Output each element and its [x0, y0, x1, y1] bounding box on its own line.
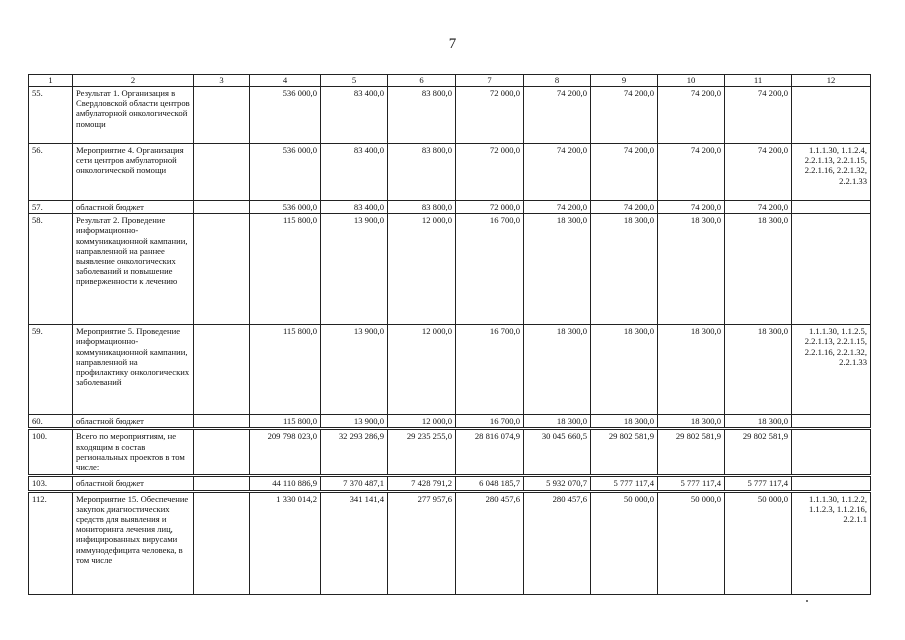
- row-value-4: 115 800,0: [250, 214, 321, 325]
- row-value-5: 13 900,0: [321, 214, 388, 325]
- row-value-9: 74 200,0: [591, 201, 658, 214]
- row-value-10: 18 300,0: [658, 415, 725, 429]
- row-value-6: 7 428 791,2: [388, 476, 456, 491]
- row-value-4: 44 110 886,9: [250, 476, 321, 491]
- row-value-11: 18 300,0: [725, 415, 792, 429]
- row-codes: [792, 87, 871, 144]
- row-name: Мероприятие 5. Проведение информационно-коммуникационной кампании, направленной на профилактику онкологических заболеваний: [73, 325, 194, 415]
- row-value-10: 29 802 581,9: [658, 429, 725, 476]
- row-value-5: 13 900,0: [321, 325, 388, 415]
- row-value-8: 18 300,0: [524, 214, 591, 325]
- row-value-11: 29 802 581,9: [725, 429, 792, 476]
- row-value-8: 18 300,0: [524, 415, 591, 429]
- column-header: 9: [591, 75, 658, 87]
- row-codes: [792, 476, 871, 491]
- row-col3: [194, 415, 250, 429]
- row-value-9: 74 200,0: [591, 87, 658, 144]
- row-number: 103.: [29, 476, 73, 491]
- row-value-6: 29 235 255,0: [388, 429, 456, 476]
- table-row: [29, 325, 871, 415]
- row-value-11: 18 300,0: [725, 325, 792, 415]
- row-value-10: 5 777 117,4: [658, 476, 725, 491]
- table-row: [29, 201, 871, 214]
- row-name: областной бюджет: [73, 415, 194, 429]
- column-header: 4: [250, 75, 321, 87]
- table-row: [29, 491, 871, 594]
- row-value-5: 83 400,0: [321, 87, 388, 144]
- row-col3: [194, 429, 250, 476]
- row-value-7: 280 457,6: [456, 491, 524, 594]
- row-value-6: 83 800,0: [388, 201, 456, 214]
- row-name: Мероприятие 15. Обеспечение закупок диагностических средств для выявления и мониторинга лечения лиц, инфицированных вирусами иммунодефицита человека, в том числе: [73, 491, 194, 594]
- table-row: [29, 214, 871, 325]
- scan-speck: [806, 600, 808, 602]
- row-value-8: 74 200,0: [524, 87, 591, 144]
- row-col3: [194, 87, 250, 144]
- table-row: [29, 415, 871, 429]
- row-value-10: 18 300,0: [658, 325, 725, 415]
- row-value-7: 16 700,0: [456, 325, 524, 415]
- row-col3: [194, 214, 250, 325]
- row-value-8: 74 200,0: [524, 201, 591, 214]
- row-value-8: 74 200,0: [524, 144, 591, 201]
- row-value-5: 7 370 487,1: [321, 476, 388, 491]
- column-header: 3: [194, 75, 250, 87]
- row-name: Мероприятие 4. Организация сети центров амбулаторной онкологической помощи: [73, 144, 194, 201]
- row-name: Всего по мероприятиям, не входящим в состав региональных проектов в том числе:: [73, 429, 194, 476]
- row-col3: [194, 491, 250, 594]
- row-name: Результат 2. Проведение информационно-коммуникационной кампании, направленной на раннее выявление онкологических заболеваний и повышение приверженности к лечению: [73, 214, 194, 325]
- row-value-9: 50 000,0: [591, 491, 658, 594]
- row-col3: [194, 144, 250, 201]
- row-value-4: 209 798 023,0: [250, 429, 321, 476]
- row-value-11: 50 000,0: [725, 491, 792, 594]
- row-value-5: 83 400,0: [321, 201, 388, 214]
- row-value-11: 74 200,0: [725, 87, 792, 144]
- row-value-7: 16 700,0: [456, 214, 524, 325]
- row-name: областной бюджет: [73, 476, 194, 491]
- table-row: [29, 87, 871, 144]
- budget-table: [28, 74, 871, 595]
- row-codes: 1.1.1.30, 1.1.2.2, 1.1.2.3, 1.1.2.16, 2.2.1.1: [792, 491, 871, 594]
- row-value-6: 12 000,0: [388, 325, 456, 415]
- row-value-9: 18 300,0: [591, 415, 658, 429]
- row-value-9: 74 200,0: [591, 144, 658, 201]
- row-value-7: 28 816 074,9: [456, 429, 524, 476]
- row-codes: [792, 415, 871, 429]
- row-value-7: 6 048 185,7: [456, 476, 524, 491]
- row-number: 100.: [29, 429, 73, 476]
- row-col3: [194, 476, 250, 491]
- column-header: 8: [524, 75, 591, 87]
- row-value-5: 341 141,4: [321, 491, 388, 594]
- row-value-5: 32 293 286,9: [321, 429, 388, 476]
- row-number: 58.: [29, 214, 73, 325]
- row-value-7: 72 000,0: [456, 144, 524, 201]
- row-value-10: 74 200,0: [658, 144, 725, 201]
- row-col3: [194, 201, 250, 214]
- row-value-5: 83 400,0: [321, 144, 388, 201]
- row-value-6: 12 000,0: [388, 214, 456, 325]
- row-value-8: 5 932 070,7: [524, 476, 591, 491]
- row-codes: [792, 214, 871, 325]
- row-value-4: 1 330 014,2: [250, 491, 321, 594]
- row-value-6: 83 800,0: [388, 87, 456, 144]
- row-value-6: 83 800,0: [388, 144, 456, 201]
- column-header: 6: [388, 75, 456, 87]
- column-header: 11: [725, 75, 792, 87]
- column-header: 2: [73, 75, 194, 87]
- row-value-10: 74 200,0: [658, 201, 725, 214]
- row-codes: [792, 201, 871, 214]
- row-value-11: 74 200,0: [725, 144, 792, 201]
- column-header: 10: [658, 75, 725, 87]
- column-header: 5: [321, 75, 388, 87]
- row-value-11: 5 777 117,4: [725, 476, 792, 491]
- row-value-7: 72 000,0: [456, 201, 524, 214]
- column-header: 1: [29, 75, 73, 87]
- row-value-4: 536 000,0: [250, 201, 321, 214]
- row-value-9: 18 300,0: [591, 214, 658, 325]
- row-value-7: 72 000,0: [456, 87, 524, 144]
- row-value-6: 277 957,6: [388, 491, 456, 594]
- table-row: [29, 144, 871, 201]
- page-number: 7: [448, 36, 457, 52]
- row-name: Результат 1. Организация в Свердловской области центров амбулаторной онкологической помощи: [73, 87, 194, 144]
- row-value-8: 280 457,6: [524, 491, 591, 594]
- row-number: 55.: [29, 87, 73, 144]
- row-value-10: 74 200,0: [658, 87, 725, 144]
- row-value-8: 30 045 660,5: [524, 429, 591, 476]
- row-value-7: 16 700,0: [456, 415, 524, 429]
- row-value-9: 29 802 581,9: [591, 429, 658, 476]
- row-value-10: 50 000,0: [658, 491, 725, 594]
- row-codes: 1.1.1.30, 1.1.2.4, 2.2.1.13, 2.2.1.15, 2.2.1.16, 2.2.1.32, 2.2.1.33: [792, 144, 871, 201]
- row-value-10: 18 300,0: [658, 214, 725, 325]
- row-number: 60.: [29, 415, 73, 429]
- table-row: [29, 476, 871, 491]
- row-number: 112.: [29, 491, 73, 594]
- table-row: [29, 429, 871, 476]
- row-name: областной бюджет: [73, 201, 194, 214]
- column-numbers-row: [29, 75, 871, 87]
- row-value-9: 5 777 117,4: [591, 476, 658, 491]
- row-value-4: 115 800,0: [250, 415, 321, 429]
- row-value-6: 12 000,0: [388, 415, 456, 429]
- table-header: [29, 75, 871, 87]
- column-header: 12: [792, 75, 871, 87]
- row-number: 57.: [29, 201, 73, 214]
- row-codes: 1.1.1.30, 1.1.2.5, 2.2.1.13, 2.2.1.15, 2.2.1.16, 2.2.1.32, 2.2.1.33: [792, 325, 871, 415]
- row-number: 59.: [29, 325, 73, 415]
- row-col3: [194, 325, 250, 415]
- row-value-9: 18 300,0: [591, 325, 658, 415]
- row-value-5: 13 900,0: [321, 415, 388, 429]
- row-value-11: 74 200,0: [725, 201, 792, 214]
- row-codes: [792, 429, 871, 476]
- row-value-4: 536 000,0: [250, 87, 321, 144]
- row-value-11: 18 300,0: [725, 214, 792, 325]
- row-value-4: 536 000,0: [250, 144, 321, 201]
- column-header: 7: [456, 75, 524, 87]
- row-value-8: 18 300,0: [524, 325, 591, 415]
- row-value-4: 115 800,0: [250, 325, 321, 415]
- row-number: 56.: [29, 144, 73, 201]
